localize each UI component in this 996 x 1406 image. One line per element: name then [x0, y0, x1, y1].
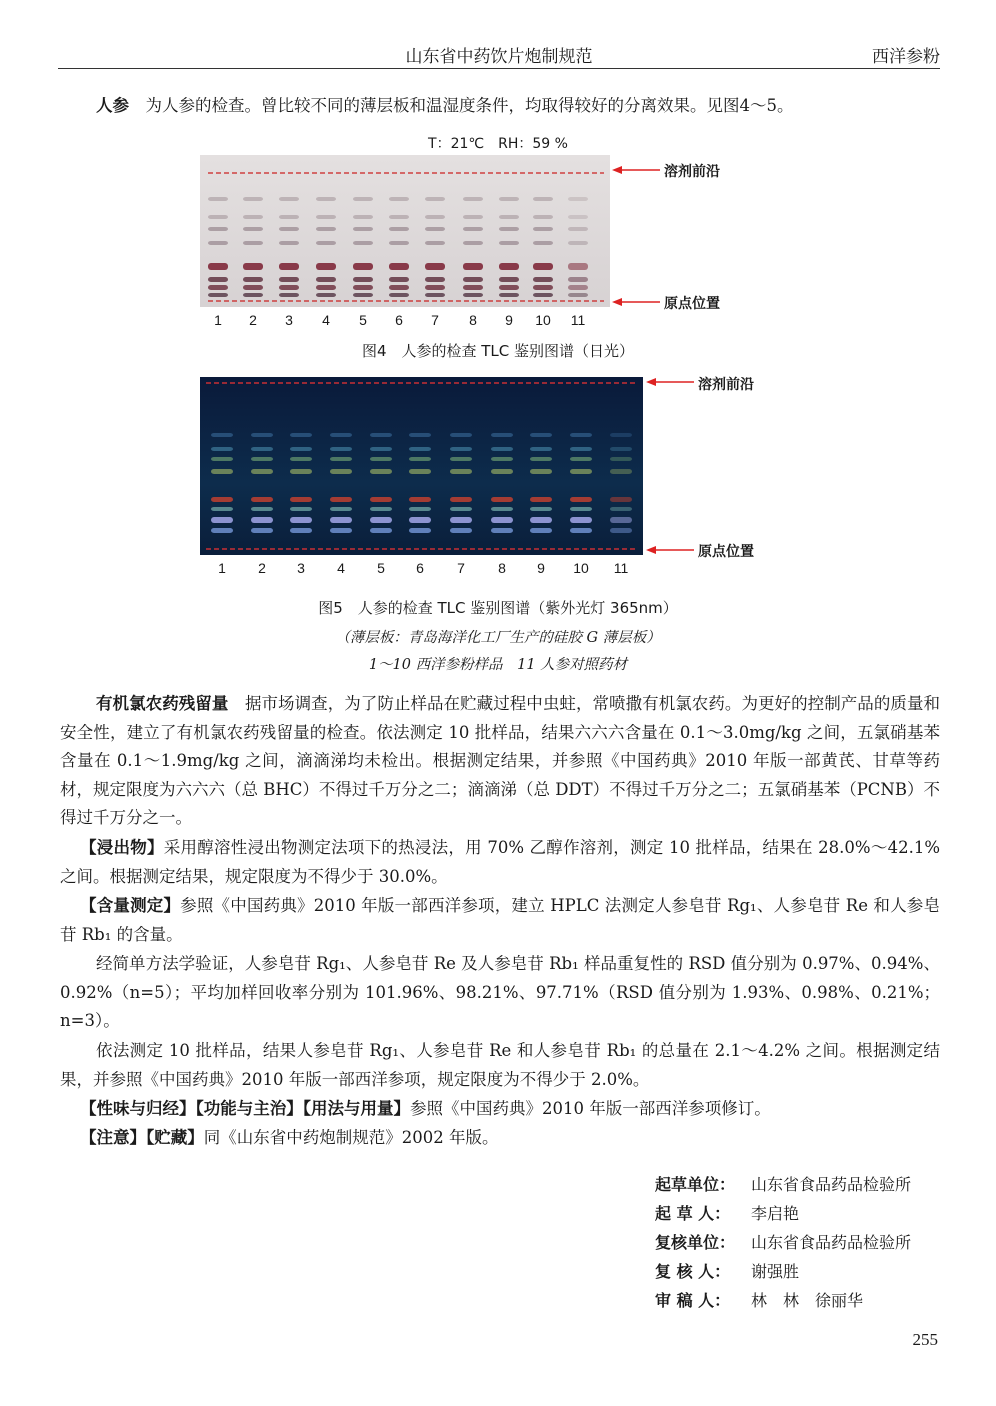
extract-text: 采用醇溶性浸出物测定法项下的热浸法，用 70% 乙醇作溶剂，测定 10 批样品，结果在 28.0%～42.1% 之间。根据测定结果，规定限度为不得少于 30.0%。 [60, 838, 941, 886]
lane-number: 7 [457, 560, 465, 576]
fig5-note-samples: 1～10 西洋参粉样品 11 人参对照药材 [368, 657, 628, 673]
properties-label: 【性味与归经】【功能与主治】【用法与用量】 [80, 1099, 410, 1118]
lane-number: 5 [359, 312, 367, 328]
lane-number: 6 [395, 312, 403, 328]
limit-paragraph [60, 1037, 940, 1094]
fig4-tlc-plate [200, 155, 610, 307]
lane-number: 11 [570, 312, 586, 328]
lane-number: 10 [535, 312, 551, 328]
lane-number: 10 [573, 560, 589, 576]
lane-number: 9 [505, 312, 513, 328]
fig4-origin-label: 原点位置 [664, 296, 720, 312]
fig4-condition: T：21℃ RH：59 % [428, 136, 568, 152]
credit-row: 起草单位： 山东省食品药品检验所 [655, 1175, 912, 1194]
fig5-note-plate: （薄层板：青岛海洋化工厂生产的硅胶 G 薄层板） [335, 630, 661, 646]
pesticide-paragraph [60, 690, 940, 833]
lane-number: 2 [249, 312, 257, 328]
lane-number: 3 [285, 312, 293, 328]
lane-number: 7 [431, 312, 439, 328]
fig5-tlc-plate [200, 377, 643, 555]
limit-text: 依法测定 10 批样品，结果人参皂苷 Rg₁、人参皂苷 Re 和人参皂苷 Rb₁ 的总量在 2.1～4.2% 之间。根据测定结果，并参照《中国药典》2010 年版一部西洋参项，规定限度为不得少于 2.0%。 [60, 1041, 940, 1089]
lane-number: 8 [469, 312, 477, 328]
lane-number: 4 [322, 312, 330, 328]
fig5-origin-label: 原点位置 [698, 544, 754, 560]
assay-paragraph [60, 892, 940, 949]
lane-number: 2 [258, 560, 266, 576]
fig5-caption: 图5 人参的检查 TLC 鉴别图谱（紫外光灯 365nm） [318, 599, 678, 617]
storage-label: 【注意】【贮藏】 [80, 1128, 204, 1147]
header-section: 西洋参粉 [872, 47, 940, 67]
lane-number: 1 [218, 560, 226, 576]
validation-text: 经简单方法学验证，人参皂苷 Rg₁、人参皂苷 Re 及人参皂苷 Rb₁ 样品重复性的 RSD 值分别为 0.97%、0.94%、0.92%（n=5）；平均加样回收率分别为 101.96%、98.21%、97.71%（RSD 值分别为 1.93%、0.98%、0.21%；n=3）。 [60, 954, 940, 1030]
pesticide-label: 有机氯农药残留量 [96, 694, 229, 713]
lane-number: 6 [416, 560, 424, 576]
assay-text: 参照《中国药典》2010 年版一部西洋参项，建立 HPLC 法测定人参皂苷 Rg₁、人参皂苷 Re 和人参皂苷 Rb₁ 的含量。 [60, 896, 940, 944]
lane-number: 11 [613, 560, 629, 576]
fig4-arrows [612, 160, 662, 310]
properties-paragraph [60, 1095, 940, 1124]
intro-label: 人参 [96, 96, 129, 115]
pesticide-text: 据市场调查，为了防止样品在贮藏过程中虫蛀，常喷撒有机氯农药。为更好的控制产品的质量和安全性，建立了有机氯农药残留量的检查。依法测定 10 批样品，结果六六六含量在 0.1～3.0mg/kg 之间，五氯硝基苯含量在 0.1～1.9mg/kg 之间，滴滴涕均未检出。根据测定结果，并参照《中国药典》2010 年版一部黄芪、甘草等药材，规定限度为六六六（总 BHC）不得过千万分之二；滴滴涕（总 DDT）不得过千万分之二；五氯硝基苯（PCNB）不得过千万分之一。 [60, 694, 941, 827]
assay-label: 【含量测定】 [80, 896, 181, 915]
fig4-caption: 图4 人参的检查 TLC 鉴别图谱（日光） [361, 342, 635, 360]
running-header [58, 40, 940, 69]
intro-paragraph [60, 92, 940, 121]
properties-text: 参照《中国药典》2010 年版一部西洋参项修订。 [410, 1099, 771, 1118]
fig4-front-label: 溶剂前沿 [664, 164, 720, 180]
credit-row: 审 稿 人： 林 林 徐丽华 [655, 1291, 864, 1310]
credit-row: 复核单位： 山东省食品药品检验所 [655, 1233, 912, 1252]
extract-paragraph [60, 834, 940, 891]
intro-text: 为人参的检查。曾比较不同的薄层板和温湿度条件，均取得较好的分离效果。见图4～5。 [145, 96, 794, 115]
storage-text: 同《山东省中药炮制规范》2002 年版。 [203, 1128, 499, 1147]
credits-block [655, 1170, 911, 1315]
header-title: 山东省中药饮片炮制规范 [405, 47, 593, 67]
lane-number: 1 [214, 312, 222, 328]
lane-number: 9 [537, 560, 545, 576]
lane-number: 8 [498, 560, 506, 576]
fig5-front-label: 溶剂前沿 [698, 377, 754, 393]
storage-paragraph [60, 1124, 940, 1153]
credit-row: 复 核 人： 谢强胜 [655, 1262, 800, 1281]
lane-number: 3 [297, 560, 305, 576]
lane-number: 5 [377, 560, 385, 576]
lane-number: 4 [337, 560, 345, 576]
validation-paragraph [60, 950, 940, 1036]
page-number: 255 [912, 1330, 938, 1349]
credit-row: 起 草 人： 李启艳 [655, 1204, 800, 1223]
extract-label: 【浸出物】 [80, 838, 164, 857]
fig5-arrows [646, 372, 696, 557]
